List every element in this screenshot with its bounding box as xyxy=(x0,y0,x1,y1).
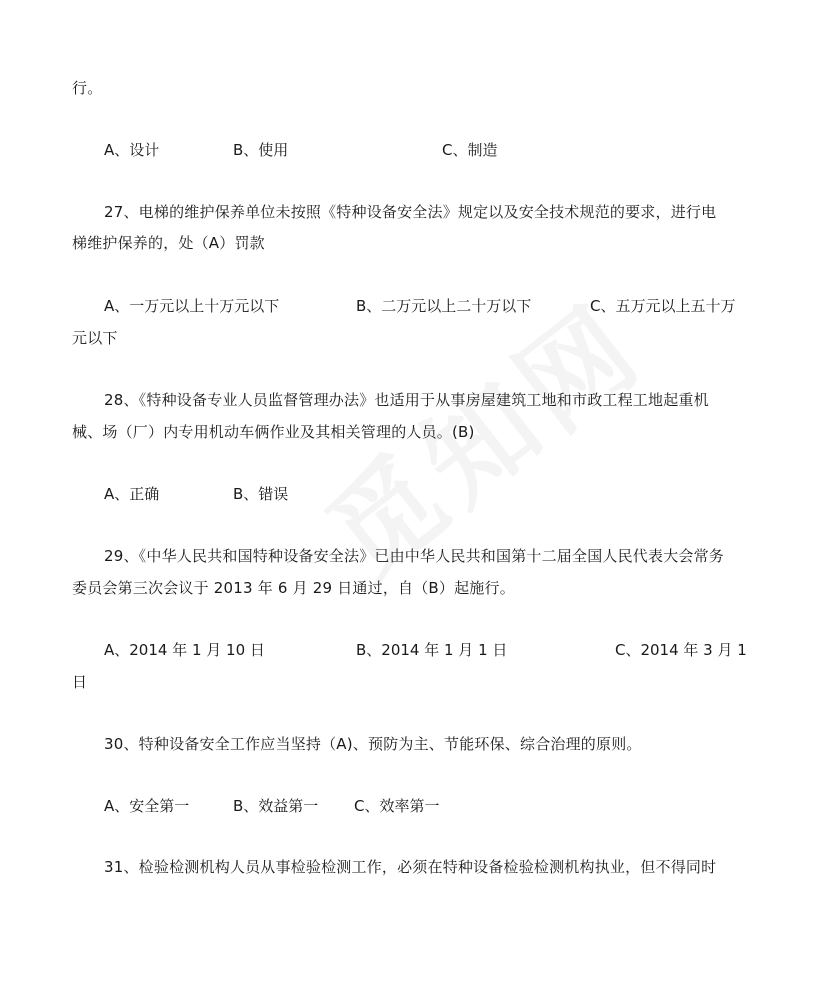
q27-option-c: C、五万元以上五十万 xyxy=(590,297,736,315)
q29-line1: 29、《中华人民共和国特种设备安全法》已由中华人民共和国第十二届全国人民代表大会常务 xyxy=(104,547,724,565)
q29-option-b: B、2014 年 1 月 1 日 xyxy=(356,641,508,659)
q28-option-a: A、正确 xyxy=(104,485,160,503)
q27-line2: 梯维护保养的，处（A）罚款 xyxy=(72,234,265,252)
q27-option-b: B、二万元以上二十万以下 xyxy=(356,297,532,315)
q30-option-b: B、效益第一 xyxy=(233,797,319,815)
q30-option-c: C、效率第一 xyxy=(354,797,440,815)
q26-tail: 行。 xyxy=(72,79,103,97)
q28-line2: 械、场（厂）内专用机动车俩作业及其相关管理的人员。(B) xyxy=(72,423,475,441)
q26-option-c: C、制造 xyxy=(442,141,498,159)
q27-option-wrap: 元以下 xyxy=(72,329,118,347)
q27-option-a: A、一万元以上十万元以下 xyxy=(104,297,280,315)
q26-option-b: B、使用 xyxy=(233,141,289,159)
q29-option-a: A、2014 年 1 月 10 日 xyxy=(104,641,265,659)
q29-option-c: C、2014 年 3 月 1 xyxy=(615,641,747,659)
q31-line1: 31、检验检测机构人员从事检验检测工作，必须在特种设备检验检测机构执业，但不得同时 xyxy=(104,858,717,876)
q28-option-b: B、错误 xyxy=(233,485,289,503)
q30-option-a: A、安全第一 xyxy=(104,797,190,815)
q26-option-a: A、设计 xyxy=(104,141,160,159)
q27-line1: 27、电梯的维护保养单位未按照《特种设备安全法》规定以及安全技术规范的要求，进行电 xyxy=(104,203,717,221)
q30-line1: 30、特种设备安全工作应当坚持（A)、预防为主、节能环保、综合治理的原则。 xyxy=(104,735,642,753)
q29-option-wrap: 日 xyxy=(72,673,88,691)
q29-line2: 委员会第三次会议于 2013 年 6 月 29 日通过，自（B）起施行。 xyxy=(72,579,515,597)
q28-line1: 28、《特种设备专业人员监督管理办法》也适用于从事房屋建筑工地和市政工程工地起重机 xyxy=(104,391,709,409)
